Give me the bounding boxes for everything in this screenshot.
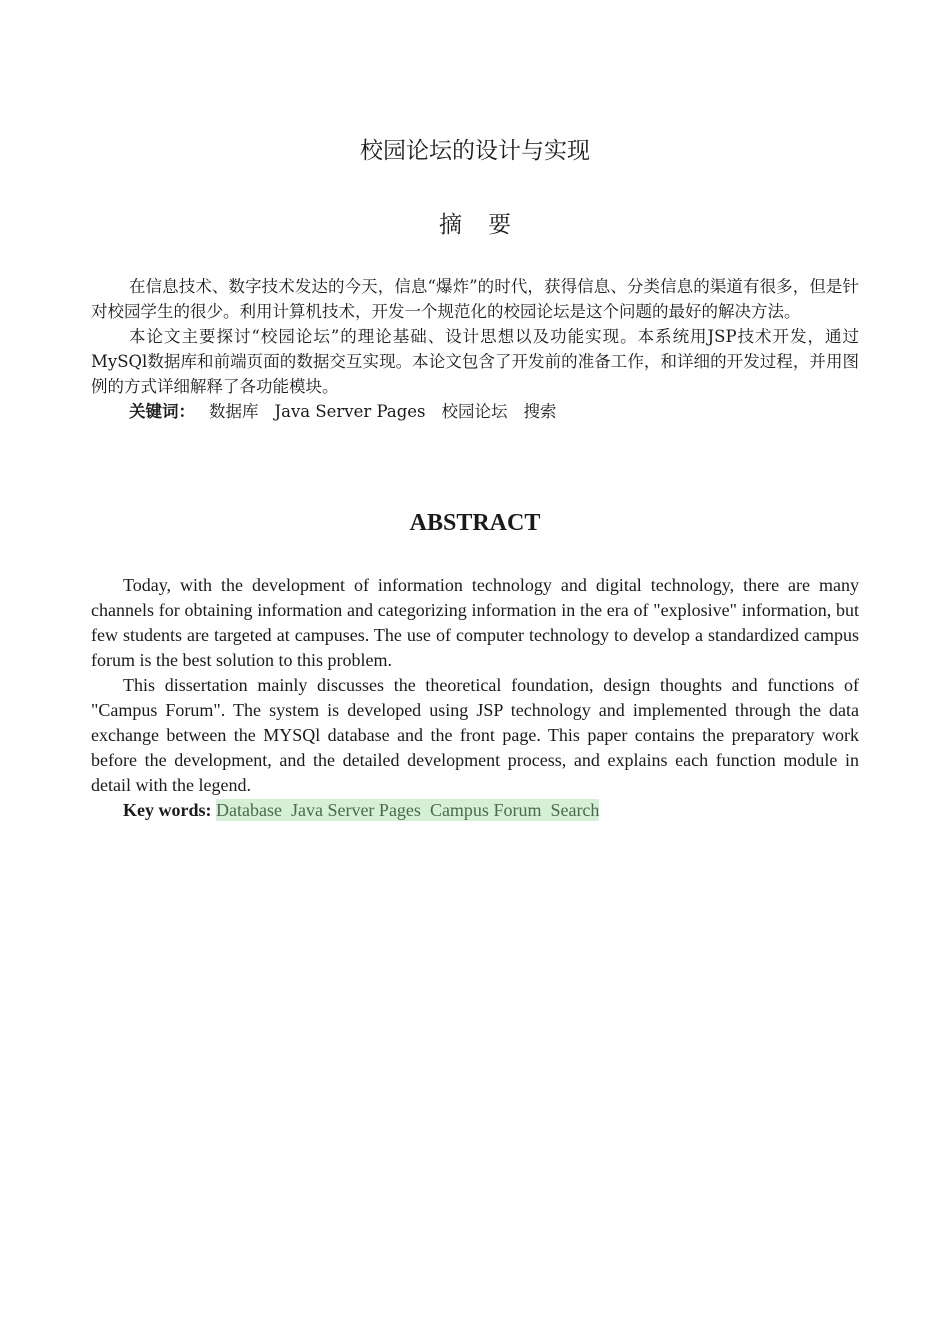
abstract-en-heading: ABSTRACT bbox=[409, 510, 541, 536]
keywords-cn-label: 关键词： bbox=[129, 402, 195, 421]
keyword-en-item: Database bbox=[216, 800, 282, 820]
abstract-en-body bbox=[91, 573, 859, 823]
keywords-en-highlight bbox=[216, 799, 599, 821]
abstract-cn-keywords bbox=[91, 399, 859, 424]
abstract-cn-body bbox=[91, 274, 859, 424]
abstract-en-paragraph-2: This dissertation mainly discusses the theoretical foundation, design thoughts and functions of "Campus Forum". The system is developed using JSP technology and implemented through the data exchange between the MYSQl database and the front page. This paper contains the preparatory work before the development, and the detailed development process, and explains each function module in detail with the legend. bbox=[91, 675, 859, 795]
keywords-en-label: Key words: bbox=[123, 800, 212, 820]
abstract-cn-heading: 摘要 bbox=[439, 212, 537, 238]
keyword-en-item: Search bbox=[550, 800, 600, 820]
abstract-en-keywords bbox=[91, 798, 859, 823]
abstract-cn-paragraph-2: 本论文主要探讨“校园论坛”的理论基础、设计思想以及功能实现。本系统用JSP技术开发，通过MySQl数据库和前端页面的数据交互实现。本论文包含了开发前的准备工作，和详细的开发过程，并用图例的方式详细解释了各功能模块。 bbox=[91, 327, 859, 396]
abstract-en-paragraph-1: Today, with the development of information technology and digital technology, there are many channels for obtaining information and categorizing information in the era of "explosive" information, but few students are targeted at campuses. The use of computer technology to develop a standardized campus forum is the best solution to this problem. bbox=[91, 575, 859, 670]
keyword-cn-item: 数据库 bbox=[209, 402, 259, 421]
keyword-en-item: Java Server Pages bbox=[290, 800, 421, 820]
keyword-cn-item: 校园论坛 bbox=[441, 402, 508, 421]
keyword-cn-item: 搜索 bbox=[523, 402, 557, 421]
document-title: 校园论坛的设计与实现 bbox=[360, 138, 590, 164]
keyword-cn-item: Java Server Pages bbox=[274, 402, 426, 421]
abstract-cn-paragraph-1: 在信息技术、数字技术发达的今天，信息“爆炸”的时代，获得信息、分类信息的渠道有很多，但是针对校园学生的很少。利用计算机技术，开发一个规范化的校园论坛是这个问题的最好的解决方法。 bbox=[91, 277, 859, 321]
keyword-en-item: Campus Forum bbox=[429, 800, 542, 820]
